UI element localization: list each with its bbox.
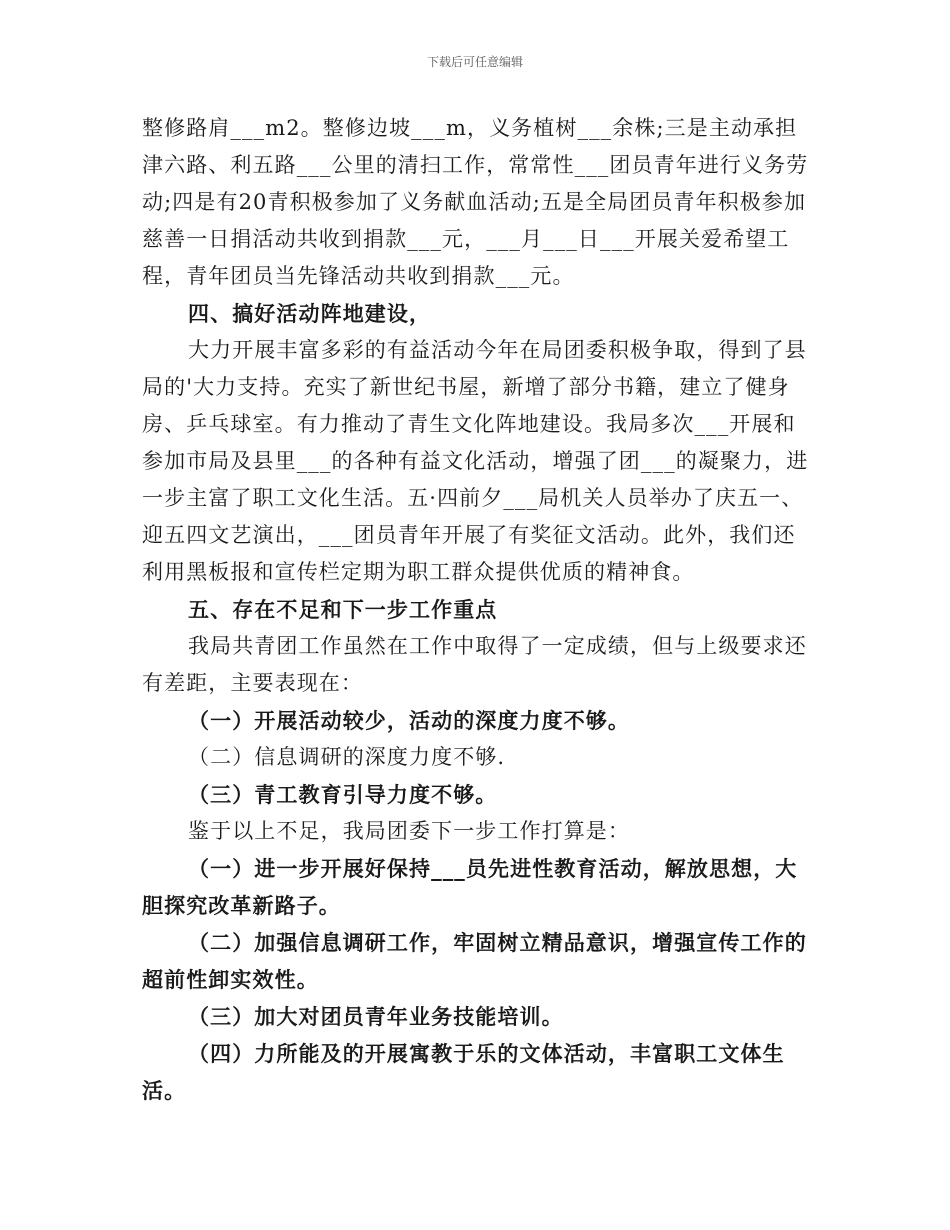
shortcoming-item-1: （一）开展活动较少，活动的深度力度不够。	[188, 708, 630, 733]
paragraph-shortcomings-intro: 我局共青团工作虽然在工作中取得了一定成绩，但与上级要求还有差距，主要表现在：	[142, 634, 807, 695]
paragraph-cultural-activities: 大力开展丰富多彩的有益活动今年在局团委积极争取，得到了县局的'大力支持。充实了新世纪书屋，新增了部分书籍，建立了健身房、乒乓球室。有力推动了青生文化阵地建设。我局多次___开展和参加市局及县里___的各种有益文化活动，增强了团___的凝聚力，进一步主富了职工文化生活。五·四前夕___局机关人员举办了庆五一、迎五四文艺演出，___团员青年开展了有奖征文活动。此外，我们还利用黑板报和宣传栏定期为职工群众提供优质的精神食。	[142, 338, 809, 584]
section-heading-4: 四、搞好活动阵地建设，	[188, 301, 432, 326]
plan-item-2: （二）加强信息调研工作，牢固树立精品意识，增强宣传工作的超前性卸实效性。	[142, 930, 807, 992]
plans-intro: 鉴于以上不足，我局团委下一步工作打算是：	[188, 819, 630, 843]
plan-item-3: （三）加大对团员青年业务技能培训。	[188, 1004, 564, 1029]
section-heading-5: 五、存在不足和下一步工作重点	[188, 597, 498, 622]
page-header: 下载后可任意编辑	[426, 55, 523, 69]
shortcoming-item-2: （二）信息调研的深度力度不够.	[188, 745, 506, 769]
paragraph-volunteer-activities: 整修路肩___m2。整修边坡___m，义务植树___余株;三是主动承担津六路、利五路___公里的清扫工作，常常性___团员青年进行义务劳动;四是有20青积极参加了义务献血活动;五是全局团员青年积极参加慈善一日捐活动共收到捐款___元，___月___日___开展关爱希望工程，青年团员当先锋活动共收到捐款___元。	[142, 116, 809, 288]
plan-item-1: （一）进一步开展好保持___员先进性教育活动，解放思想，大胆探究改革新路子。	[142, 856, 798, 918]
document-body	[142, 110, 814, 1109]
shortcoming-item-3: （三）青工教育引导力度不够。	[188, 782, 498, 807]
plan-item-4: （四）力所能及的开展寓教于乐的文体活动，丰富职工文体生活。	[142, 1041, 785, 1103]
